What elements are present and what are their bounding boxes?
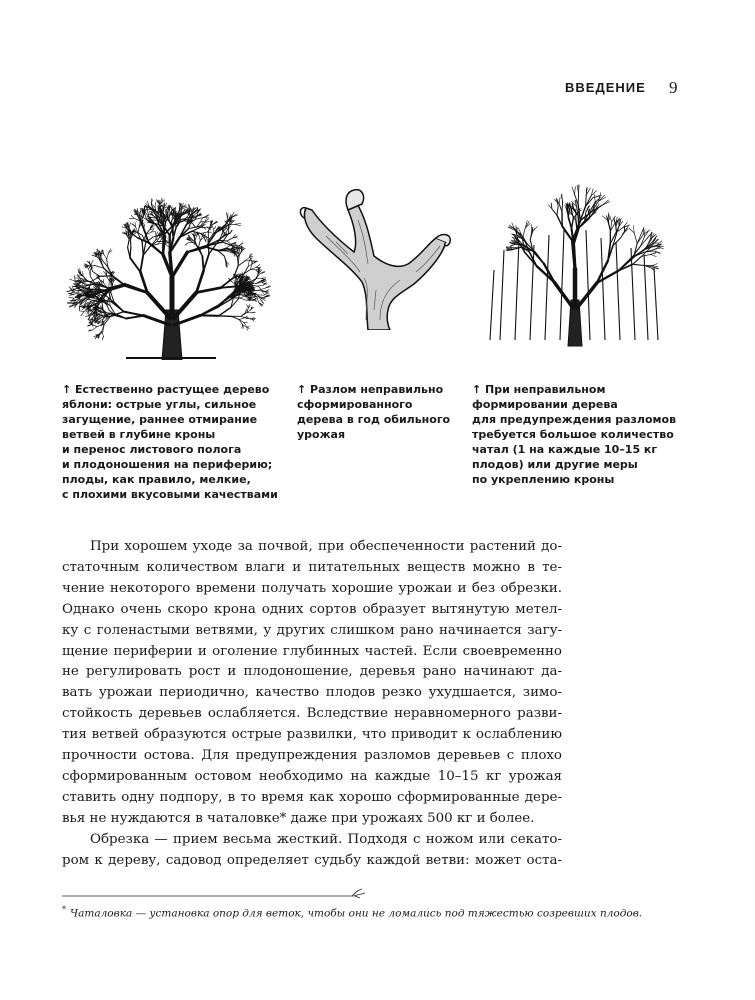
body-line: тия ветвей образуются острые развилки, что приводит к ослаблению — [62, 727, 562, 743]
caption-line: формировании дерева — [472, 398, 618, 411]
figure-propped-tree — [470, 150, 670, 350]
body-line: не регулировать рост и плодоношение, деревья рано начинают да- — [62, 664, 562, 680]
caption-line: загущение, раннее отмирание — [62, 413, 258, 426]
body-line: ку с голенастыми ветвями, у других слишком рано начинается загу- — [62, 622, 562, 638]
caption-natural-tree — [62, 382, 292, 502]
leaf-ornament-icon — [352, 889, 365, 898]
footnote-divider — [62, 886, 367, 900]
caption-propped-tree — [472, 382, 682, 487]
body-line: прочности остова. Для предупреждения разломов деревьев с плохо — [62, 748, 562, 764]
caption-line: ветвей в глубине кроны — [62, 428, 216, 441]
body-line: стойкость деревьев ослабляется. Вследствие неравномерного разви- — [62, 706, 562, 722]
caption-line: ↑ Естественно растущее дерево — [62, 383, 270, 396]
propped-tree-illustration — [470, 150, 670, 350]
broken-fork-illustration — [296, 180, 456, 330]
running-header — [565, 78, 685, 100]
body-line: Обрезка — прием весьма жесткий. Подходя с ножом или секато- — [90, 831, 562, 847]
figure-broken-fork — [296, 180, 456, 330]
natural-tree-illustration — [66, 150, 276, 360]
caption-line: дерева в год обильного — [297, 413, 451, 426]
section-title: ВВЕДЕНИЕ — [565, 80, 646, 95]
body-line: ром к дереву, садовод определяет судьбу каждой ветви: может оста- — [62, 852, 562, 868]
body-line: При хорошем уходе за почвой, при обеспеченности растений до- — [90, 539, 562, 554]
caption-line: ↑ Разлом неправильно — [297, 383, 444, 396]
footnote-text: Чаталовка — установка опор для веток, чтобы они не ломались под тяжестью созревших плодов. — [70, 907, 643, 920]
caption-line: с плохими вкусовыми качествами — [62, 488, 278, 501]
caption-line: плодов) или другие меры — [472, 458, 638, 471]
caption-line: чатал (1 на каждые 10–15 кг — [472, 443, 658, 456]
caption-line: требуется большое количество — [472, 428, 674, 441]
caption-line: по укреплению кроны — [472, 473, 615, 486]
figure-natural-tree — [66, 150, 276, 360]
caption-line: и перенос листового полога — [62, 443, 242, 456]
footnote-mark: * — [62, 905, 66, 914]
footnote-divider-line — [62, 886, 367, 900]
body-line: вья не нуждаются в чаталовке* даже при урожаях 500 кг и более. — [62, 810, 535, 826]
footnote — [62, 905, 682, 920]
caption-line: сформированного — [297, 398, 413, 411]
caption-line: урожая — [297, 428, 346, 441]
caption-broken-fork — [297, 382, 477, 442]
body-text — [62, 537, 562, 872]
page-number: 9 — [669, 78, 678, 97]
body-line: щение периферии и оголение глубинных частей. Если своевременно — [62, 643, 562, 659]
caption-line: яблони: острые углы, сильное — [62, 398, 257, 411]
body-line: сформированным остовом необходимо на каждые 10–15 кг урожая — [62, 768, 562, 784]
body-line: статочным количеством влаги и питательных веществ можно в те- — [62, 559, 562, 575]
body-line: вать урожаи периодично, качество плодов резко ухудшается, зимо- — [62, 685, 562, 701]
body-line: ставить одну подпору, в то время как хорошо сформированные дере- — [62, 789, 562, 805]
body-line: Однако очень скоро крона одних сортов образует вытянутую метел- — [62, 601, 562, 617]
caption-line: и плодоношения на периферию; — [62, 458, 273, 471]
caption-line: плоды, как правило, мелкие, — [62, 473, 251, 486]
body-line: чение некоторого времени получать хорошие урожаи и без обрезки. — [62, 580, 562, 596]
caption-line: ↑ При неправильном — [472, 383, 606, 396]
caption-line: для предупреждения разломов — [472, 413, 677, 426]
